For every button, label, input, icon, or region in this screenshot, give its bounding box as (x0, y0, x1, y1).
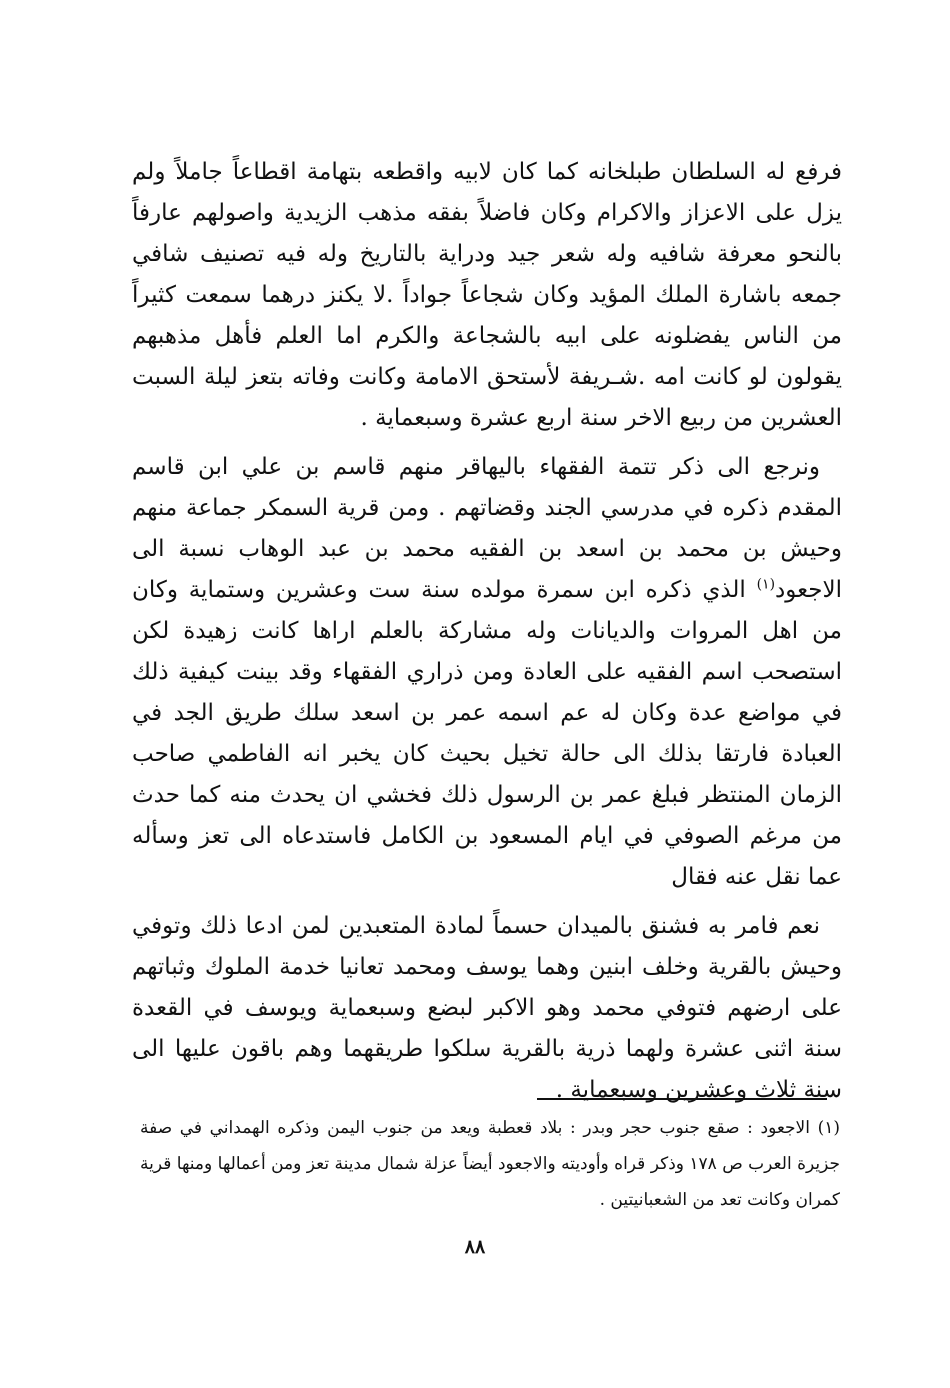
paragraph-2-part-1: ونرجع الى ذكر تتمة الفقهاء باليهاقر منهم قاسم بن علي ابن قاسم المقدم ذكره في مدرسي الجند وقضاتهم . ومن قرية السمكر جماعة منهم وحيش بن محمد بن اسعد بن الفقيه محمد بن عبد الوهاب نسبة الى الاجعود (132, 454, 842, 603)
main-text (132, 152, 842, 1119)
footnote: (١) الاجعود : صقع جنوب حجر وبدر : بلاد قعطبة ويعد من جنوب اليمن وذكره الهمداني في صفة جزيرة العرب ص ١٧٨ وذكر قراه وأوديته والاجعود أيضاً عزلة شمال مدينة تعز ومن أعمالها ومنها قرية كمران وكانت تعد من الشعبانيتين . (140, 1118, 840, 1210)
footnote-divider (537, 1098, 827, 1100)
paragraph-3: نعم فامر به فشنق بالميدان حسماً لمادة المتعبدين لمن ادعا ذلك وتوفي وحيش بالقرية وخلف ابنين وهما يوسف ومحمد تعانيا خدمة الملوك وثباتهم على ارضهم فتوفي محمد وهو الاكبر لبضع وسبعماية ويوسف في القعدة سنة اثنى عشرة ولهما ذرية بالقرية سلكوا طريقهما وهم باقون عليها الى سنة ثلاث وعشرين وسبعماية . (132, 913, 842, 1103)
footnote-reference: (١) (756, 576, 776, 593)
page-number: ٨٨ (464, 1236, 486, 1258)
paragraph-2 (132, 447, 842, 898)
paragraph-2-part-2: الذي ذكره ابن سمرة مولده سنة ست وعشرين وستماية وكان من اهل المروات والديانات وله مشاركة بالعلم اراها كانت زهيدة لكن استصحب اسم الفقيه على العادة ومن ذراري الفقهاء وقد بينت كيفية ذلك في مواضع عدة وكان له عم اسمه عمر بن اسعد سلك طريق الجد في العبادة فارتقا بذلك الى حالة تخيل بحيث كان يخبر انه الفاطمي صاحب الزمان المنتظر فبلغ عمر بن الرسول ذلك فخشي ان يحدث منه كما حدث من مرغم الصوفي في ايام المسعود بن الكامل فاستدعاه الى تعز وسأله عما نقل عنه فقال (132, 577, 842, 890)
paragraph-1: فرفع له السلطان طبلخانه كما كان لابيه واقطعه بتهامة اقطاعاً جاملاً ولم يزل على الاعزاز والاكرام وكان فاضلاً بفقه مذهب الزيدية واصولهم عارفاً بالنحو معرفة شافيه وله شعر جيد ودراية بالتاريخ وله فيه تصنيف شافي جمعه باشارة الملك المؤيد وكان شجاعاً جواداً .لا يكنز درهما سمعت كثيراً من الناس يفضلونه على ابيه بالشجاعة والكرم اما العلم فأهل مذهبهم يقولون لو كانت امه .شـريفة لأستحق الامامة وكانت وفاته بتعز ليلة السبت العشرين من ربيع الاخر سنة اربع عشرة وسبعماية . (132, 159, 842, 431)
